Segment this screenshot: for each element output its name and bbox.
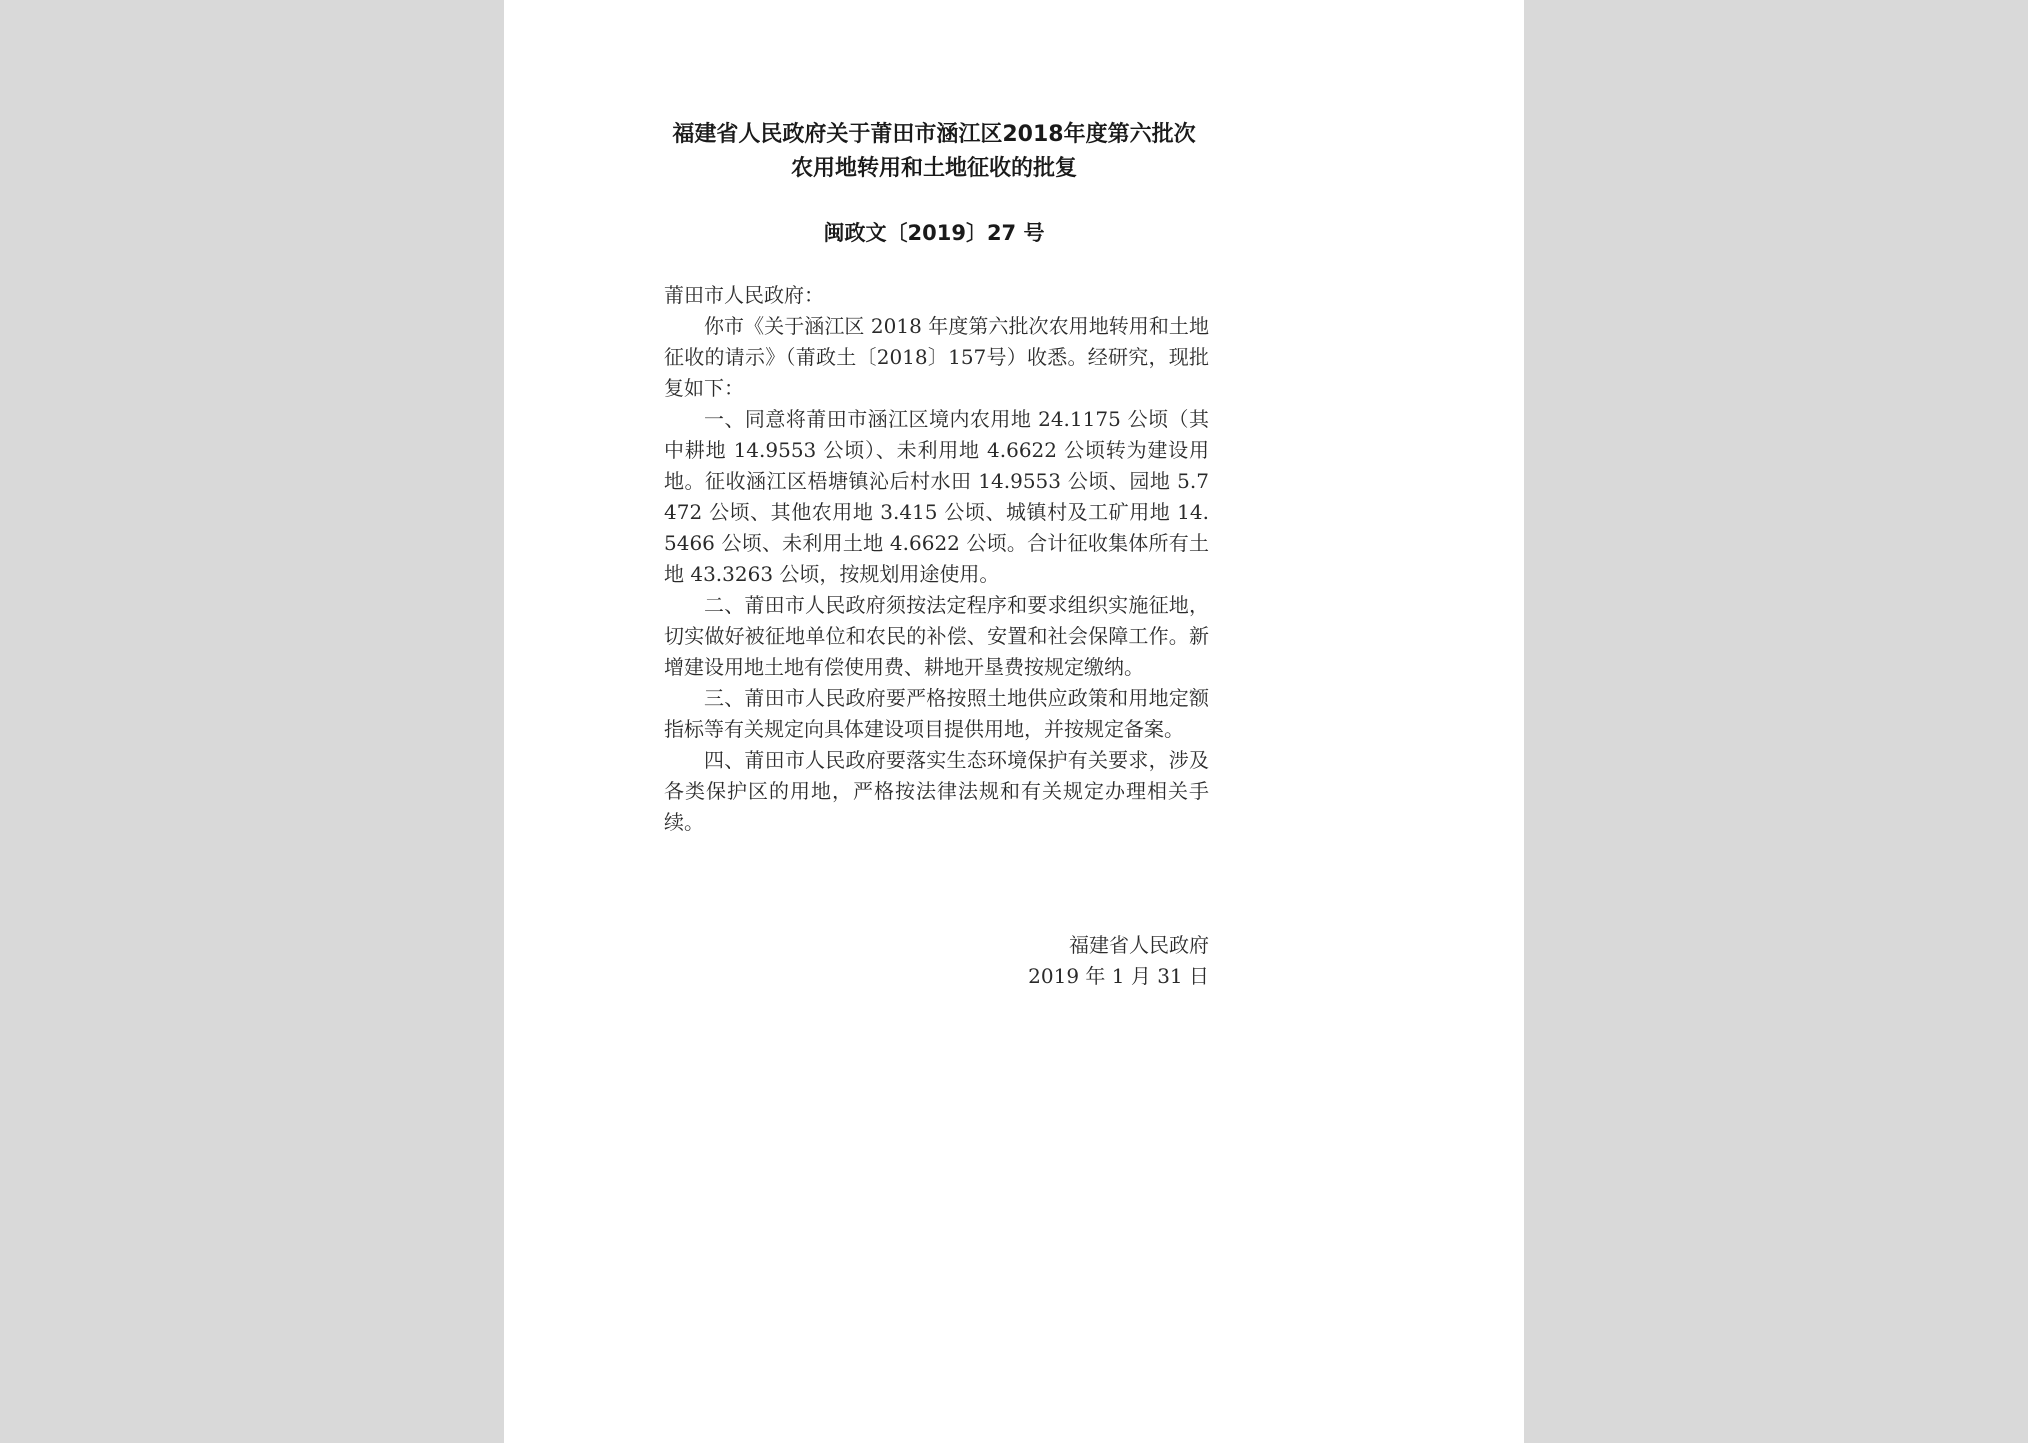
issuer-name: 福建省人民政府 <box>1069 933 1209 957</box>
issue-date: 2019 年 1 月 31 日 <box>1028 964 1209 988</box>
document-page <box>504 0 1524 1443</box>
body-paragraph: 你市《关于涵江区 2018 年度第六批次农用地转用和土地征收的请示》（莆政土〔2018〕157号）收悉。经研究，现批复如下： <box>664 314 1209 400</box>
body-paragraph: 三、莆田市人民政府要严格按照土地供应政策和用地定额指标等有关规定向具体建设项目提供用地，并按规定备案。 <box>664 686 1209 741</box>
body-paragraph: 一、同意将莆田市涵江区境内农用地 24.1175 公顷（其中耕地 14.9553 公顷）、未利用地 4.6622 公顷转为建设用地。征收涵江区梧塘镇沁后村水田 14.9553 公顷、园地 5.7472 公顷、其他农用地 3.415 公顷、城镇村及工矿用地 14.5466 公顷、未利用土地 4.6622 公顷。合计征收集体所有土地 43.3263 公顷，按规划用途使用。 <box>664 407 1209 586</box>
body-paragraph: 四、莆田市人民政府要落实生态环境保护有关要求，涉及各类保护区的用地，严格按法律法规和有关规定办理相关手续。 <box>664 748 1209 834</box>
signature-block <box>664 930 1209 992</box>
document-title: 福建省人民政府关于莆田市涵江区2018年度第六批次农用地转用和土地征收的批复 <box>672 122 1196 181</box>
document-number: 闽政文〔2019〕27 号 <box>823 221 1045 245</box>
document-body <box>664 311 1209 838</box>
addressee: 莆田市人民政府： <box>664 283 824 307</box>
body-paragraph: 二、莆田市人民政府须按法定程序和要求组织实施征地，切实做好被征地单位和农民的补偿、安置和社会保障工作。新增建设用地土地有偿使用费、耕地开垦费按规定缴纳。 <box>664 593 1209 679</box>
